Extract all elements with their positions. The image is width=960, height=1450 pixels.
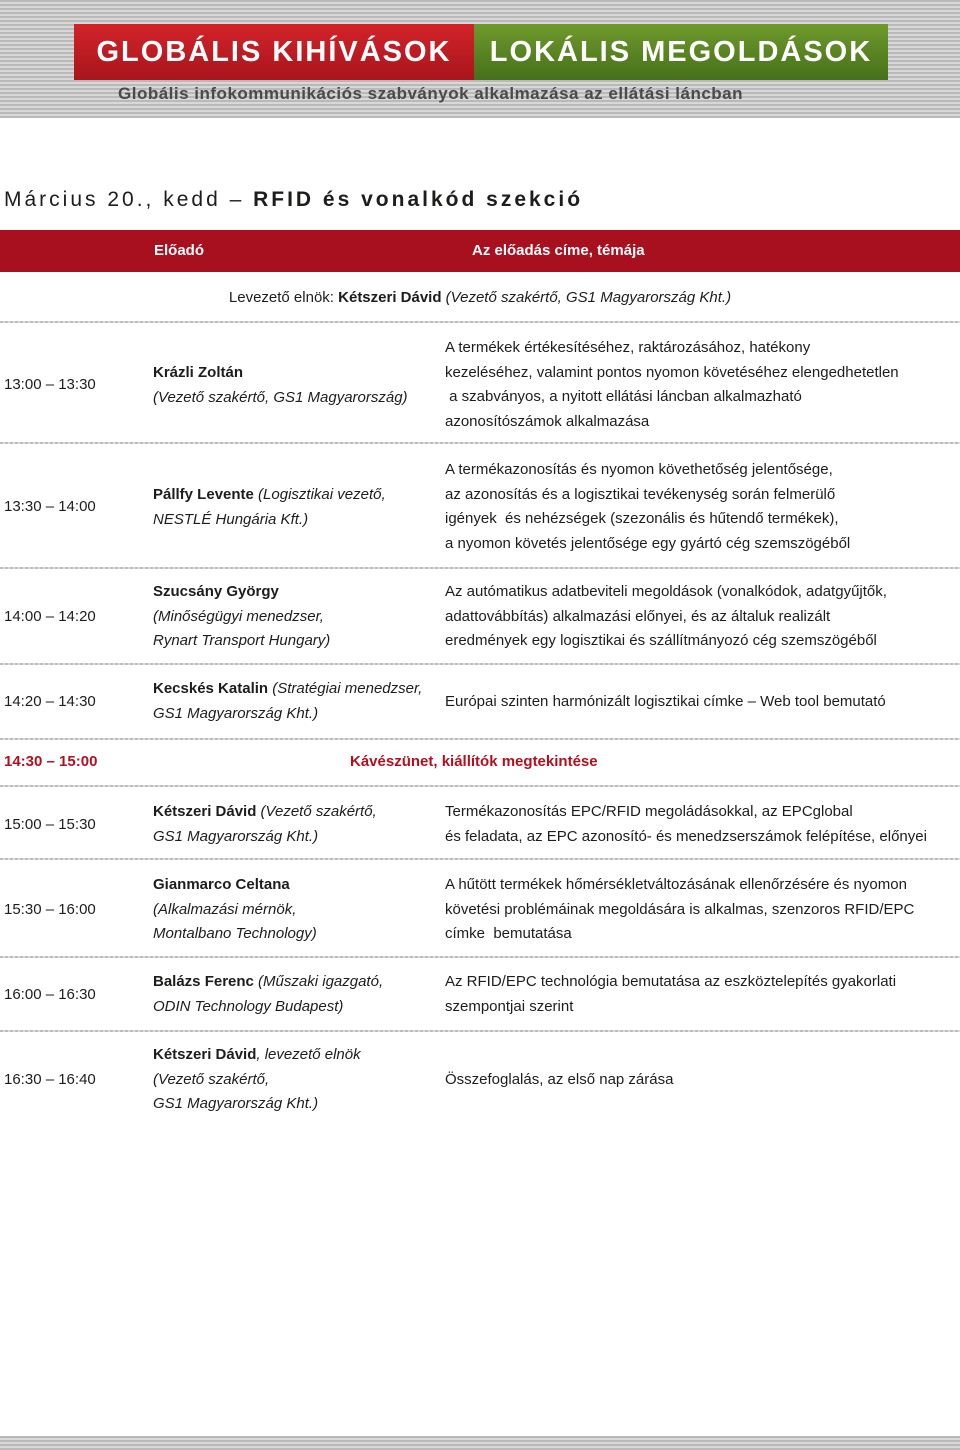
speaker-name: Kétszeri Dávid xyxy=(153,803,257,820)
banner-left-title: GLOBÁLIS KIHÍVÁSOK xyxy=(74,24,474,80)
topic-line: adattovábbítás) alkalmazási előnyei, és az általuk realizált xyxy=(445,607,831,625)
break-label: Kávészünet, kiállítók megtekintése xyxy=(350,753,598,770)
divider xyxy=(0,663,960,665)
divider xyxy=(0,442,960,444)
row-time: 15:30 – 16:00 xyxy=(4,901,96,918)
topic-line: a nyomon követés jelentősége egy gyártó cég szemszögéből xyxy=(445,534,851,552)
topic-line: az azonosítás és a logisztikai tevékenység során felmerülő xyxy=(445,485,836,503)
row-time: 16:30 – 16:40 xyxy=(4,1071,96,1088)
row-topic xyxy=(445,1068,955,1093)
header-speaker: Előadó xyxy=(154,242,205,259)
divider xyxy=(0,567,960,569)
row-topic xyxy=(445,690,955,715)
topic-line: Az RFID/EPC technológia bemutatása az eszköztelepítés gyakorlati xyxy=(445,973,897,990)
row-speaker xyxy=(153,970,433,1019)
row-time: 13:00 – 13:30 xyxy=(4,376,96,393)
row-topic xyxy=(445,580,955,654)
topic-line: A termékek értékesítéséhez, raktározásához, hatékony xyxy=(445,339,811,356)
speaker-role: ODIN Technology Budapest) xyxy=(153,997,344,1015)
divider xyxy=(0,321,960,323)
speaker-name: Balázs Ferenc xyxy=(153,973,254,990)
row-topic xyxy=(445,336,955,434)
footer-band xyxy=(0,1436,960,1450)
divider xyxy=(0,1030,960,1032)
speaker-name: Szucsány György xyxy=(153,583,279,600)
divider xyxy=(0,785,960,787)
speaker-name: Gianmarco Celtana xyxy=(153,876,290,893)
speaker-role: (Vezető szakértő, GS1 Magyarország) xyxy=(153,388,408,406)
topic-line: Összefoglalás, az első nap zárása xyxy=(445,1071,674,1088)
topic-line: eredmények egy logisztikai és szállítmányozó cég szemszögéből xyxy=(445,632,877,649)
row-speaker xyxy=(153,361,433,410)
row-time: 13:30 – 14:00 xyxy=(4,498,96,515)
topic-line: azonosítószámok alkalmazása xyxy=(445,412,650,430)
topic-line: Termékazonosítás EPC/RFID megoládásokkal, az EPCglobal xyxy=(445,803,853,820)
speaker-role: (Alkalmazási mérnök, xyxy=(153,900,297,918)
topic-line: Európai szinten harmónizált logisztikai címke – Web tool bemutató xyxy=(445,693,886,710)
topic-line: A hűtött termékek hőmérsékletváltozásának ellenőrzésére és nyomon xyxy=(445,876,907,893)
header-banner xyxy=(0,0,960,118)
topic-line: kezeléséhez, valamint pontos nyomon követéséhez elengedhetetlen xyxy=(445,363,899,381)
topic-line: címke bemutatása xyxy=(445,925,572,942)
topic-line: Az autómatikus adatbeviteli megoldások (vonalkódok, adatgyűjtők, xyxy=(445,583,887,600)
topic-line: szempontjai szerint xyxy=(445,997,574,1015)
table-header xyxy=(0,230,960,272)
session-chair xyxy=(0,289,960,306)
speaker-role-inline: (Műszaki igazgató, xyxy=(253,973,384,990)
row-time: 14:00 – 14:20 xyxy=(4,608,96,625)
row-speaker xyxy=(153,677,433,726)
session-dash: – xyxy=(220,188,254,211)
session-name: RFID és vonalkód szekció xyxy=(253,188,584,211)
topic-line: és feladata, az EPC azonosító- és menedzserszámok felépítése, előnyei xyxy=(445,827,927,845)
row-speaker xyxy=(153,800,433,849)
banner-subtitle: Globális infokommunikációs szabványok alkalmazása az ellátási láncban xyxy=(118,84,744,103)
topic-line: a szabványos, a nyitott ellátási láncban alkalmazható xyxy=(445,388,802,405)
row-topic xyxy=(445,873,955,947)
session-title xyxy=(4,188,583,212)
speaker-name: Kecskés Katalin xyxy=(153,680,269,697)
row-topic xyxy=(445,800,955,849)
speaker-role-inline: (Logisztikai vezető, xyxy=(253,486,386,503)
divider xyxy=(0,858,960,860)
speaker-role: Rynart Transport Hungary) xyxy=(153,632,331,649)
speaker-role: GS1 Magyarország Kht.) xyxy=(153,827,319,845)
speaker-role: Montalbano Technology) xyxy=(153,925,317,942)
row-speaker xyxy=(153,873,433,947)
chair-role: (Vezető szakértő, GS1 Magyarország Kht.) xyxy=(441,289,732,306)
speaker-role-inline: , levezető elnök xyxy=(256,1046,361,1063)
session-date: Március 20., kedd xyxy=(4,188,221,211)
topic-line: A termékazonosítás és nyomon követhetőség jelentősége, xyxy=(445,461,833,478)
row-topic xyxy=(445,970,955,1019)
row-topic xyxy=(445,458,955,556)
speaker-name: Pállfy Levente xyxy=(153,486,254,503)
chair-prefix: Levezető elnök: xyxy=(228,289,339,306)
topic-line: igények és nehézségek (szezonális és hűtendő termékek), xyxy=(445,510,839,527)
speaker-role: (Vezető szakértő, xyxy=(153,1070,270,1088)
chair-name: Kétszeri Dávid xyxy=(338,289,442,306)
speaker-role: NESTLÉ Hungária Kft.) xyxy=(153,510,309,528)
speaker-role-inline: (Stratégiai menedzser, xyxy=(268,680,423,697)
speaker-role: (Minőségügyi menedzser, xyxy=(153,607,324,625)
row-time: 14:20 – 14:30 xyxy=(4,693,96,710)
break-time: 14:30 – 15:00 xyxy=(4,753,98,770)
speaker-role: GS1 Magyarország Kht.) xyxy=(153,704,319,722)
row-speaker xyxy=(153,1043,433,1117)
divider xyxy=(0,956,960,958)
row-speaker xyxy=(153,483,433,532)
speaker-name: Kétszeri Dávid xyxy=(153,1046,257,1063)
header-topic: Az előadás címe, témája xyxy=(472,242,645,259)
speaker-role-inline: (Vezető szakértő, xyxy=(256,803,377,820)
row-speaker xyxy=(153,580,433,654)
speaker-role: GS1 Magyarország Kht.) xyxy=(153,1095,319,1112)
row-time: 16:00 – 16:30 xyxy=(4,986,96,1003)
topic-line: követési problémáinak megoldására is alkalmas, szenzoros RFID/EPC xyxy=(445,900,915,918)
speaker-name: Krázli Zoltán xyxy=(153,364,244,381)
divider xyxy=(0,738,960,740)
banner-right-title: LOKÁLIS MEGOLDÁSOK xyxy=(474,24,888,80)
row-time: 15:00 – 15:30 xyxy=(4,816,96,833)
